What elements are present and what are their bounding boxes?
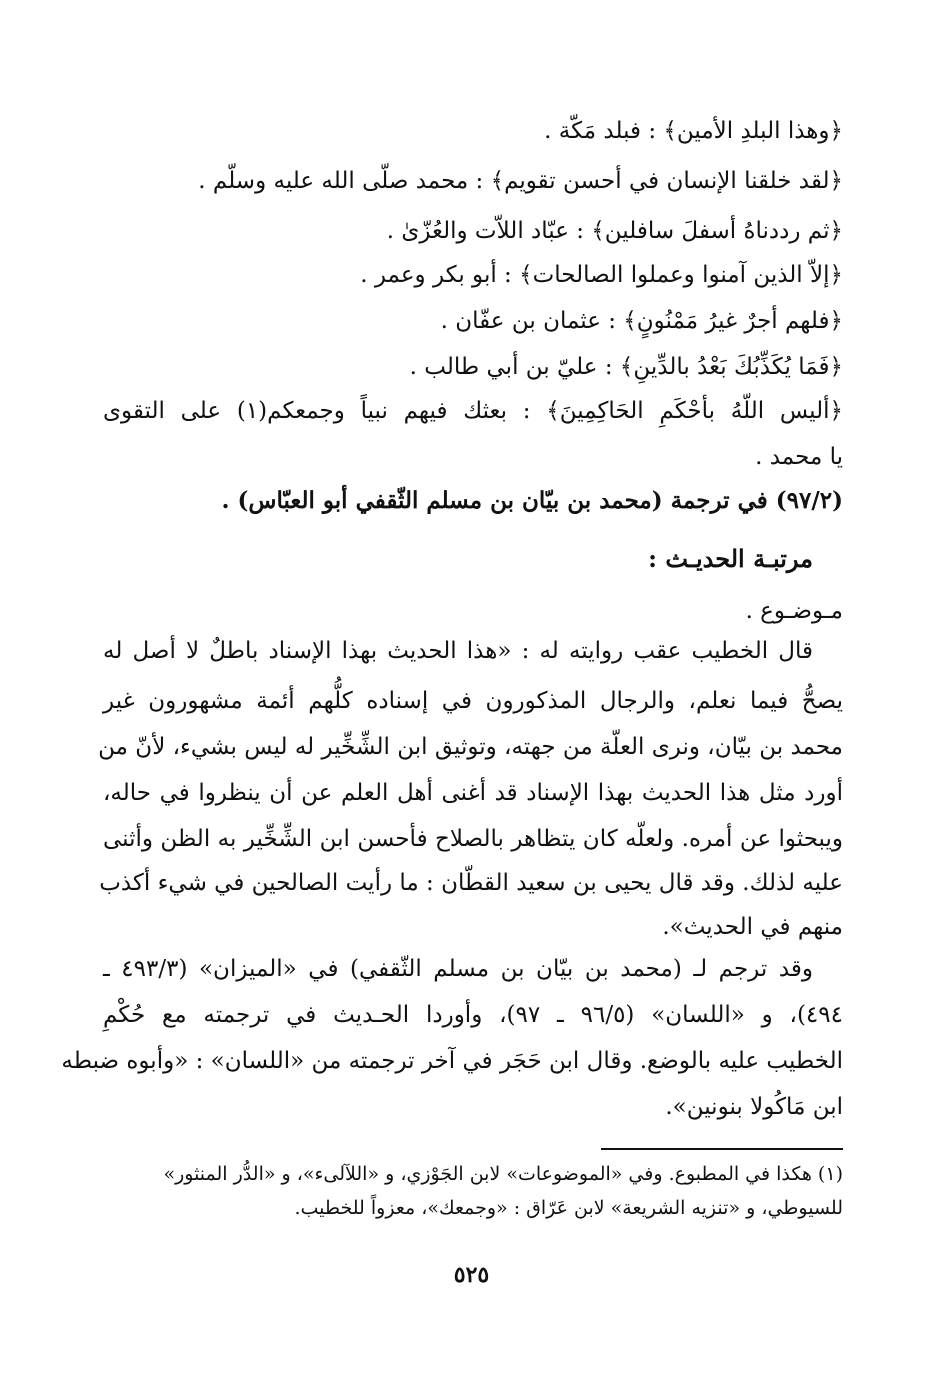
verse-line-3: ﴿ثم رددناهُ أسفلَ سافلين﴾ : عبّاد اللاّت والعُزّىٰ . — [386, 218, 843, 244]
footnote-divider — [601, 1148, 843, 1150]
paragraph2-line-3: الخطيب عليه بالوضع. وقال ابن حَجَر في آخر ترجمته من «اللسان» : «وأبوه ضبطه — [61, 1048, 843, 1074]
verse-line-7: ﴿أليس اللّهُ بأحْكَمِ الحَاكِمِينَ﴾ : بعثك فيهم نبياً وجمعكم(١) على التقوى — [103, 398, 843, 424]
verse-line-8: يا محمد . — [755, 444, 843, 470]
paragraph2-line-1: وقد ترجم لـ (محمد بن بيّان بن مسلم الثّقفي) في «الميزان» (٤٩٣/٣ ـ — [103, 956, 813, 982]
grade-text: مـوضـوع . — [745, 598, 843, 624]
paragraph1-line-7: منهم في الحديث». — [662, 914, 843, 940]
paragraph1-line-5: ويبحثوا عن أمره. ولعلّه كان يتظاهر بالصلاح فأحسن ابن الشِّخِّير به الظن وأثنى — [103, 826, 843, 852]
paragraph2-line-4: ابن مَاكُولا بنونين». — [665, 1094, 843, 1120]
section-heading: مرتبـة الحديـث : — [648, 544, 813, 573]
paragraph1-line-2: يصحُّ فيما نعلم، والرجال المذكورون في إسناده كلُّهم أئمة مشهورون غير — [103, 688, 843, 714]
page-number: ٥٢٥ — [453, 1262, 490, 1288]
paragraph1-line-1: قال الخطيب عقب روايته له : «هذا الحديث بهذا الإسناد باطلٌ لا أصل له — [103, 638, 813, 664]
reference-line: (٩٧/٢) في ترجمة (محمد بن بيّان بن مسلم الثّقفي أبو العبّاس) . — [221, 487, 843, 514]
verse-line-1: ﴿وهذا البلدِ الأمين﴾ : فبلد مَكّة . — [544, 118, 843, 144]
verse-line-6: ﴿فَمَا يُكَذِّبُكَ بَعْدُ بالدِّينِ﴾ : عليّ بن أبي طالب . — [409, 354, 843, 380]
paragraph1-line-3: محمد بن بيّان، ونرى العلّة من جهته، وتوثيق ابن الشِّخِّير له ليس بشيء، لأنّ من — [98, 734, 843, 760]
footnote-line-2: للسيوطي، و «تنزيه الشريعة» لابن عَرّاق : «وجمعك»، معزواً للخطيب. — [294, 1197, 843, 1219]
paragraph1-line-6: عليه لذلك. وقد قال يحيى بن سعيد القطّان : ما رأيت الصالحين في شيء أكذب — [99, 870, 843, 896]
verse-line-5: ﴿فلهم أجرٌ غيرُ مَمْنُونٍ﴾ : عثمان بن عفّان . — [440, 308, 843, 334]
paragraph1-line-4: أورد مثل هذا الحديث بهذا الإسناد قد أغنى أهل العلم عن أن ينظروا في حاله، — [103, 780, 843, 806]
verse-line-2: ﴿لقد خلقنا الإنسان في أحسن تقويم﴾ : محمد صلّى الله عليه وسلّم . — [198, 168, 843, 194]
paragraph2-line-2: ٤٩٤)، و «اللسان» (٩٦/٥ ـ ٩٧)، وأوردا الحـديث في ترجمته مع حُكْمِ — [103, 1002, 843, 1028]
footnote-line-1: (١) هكذا في المطبوع. وفي «الموضوعات» لابن الجَوْزي، و «اللآلىء»، و «الدُّر المنثور» — [163, 1163, 843, 1185]
verse-line-4: ﴿إلاّ الذين آمنوا وعملوا الصالحات﴾ : أبو بكر وعمر . — [360, 262, 843, 288]
